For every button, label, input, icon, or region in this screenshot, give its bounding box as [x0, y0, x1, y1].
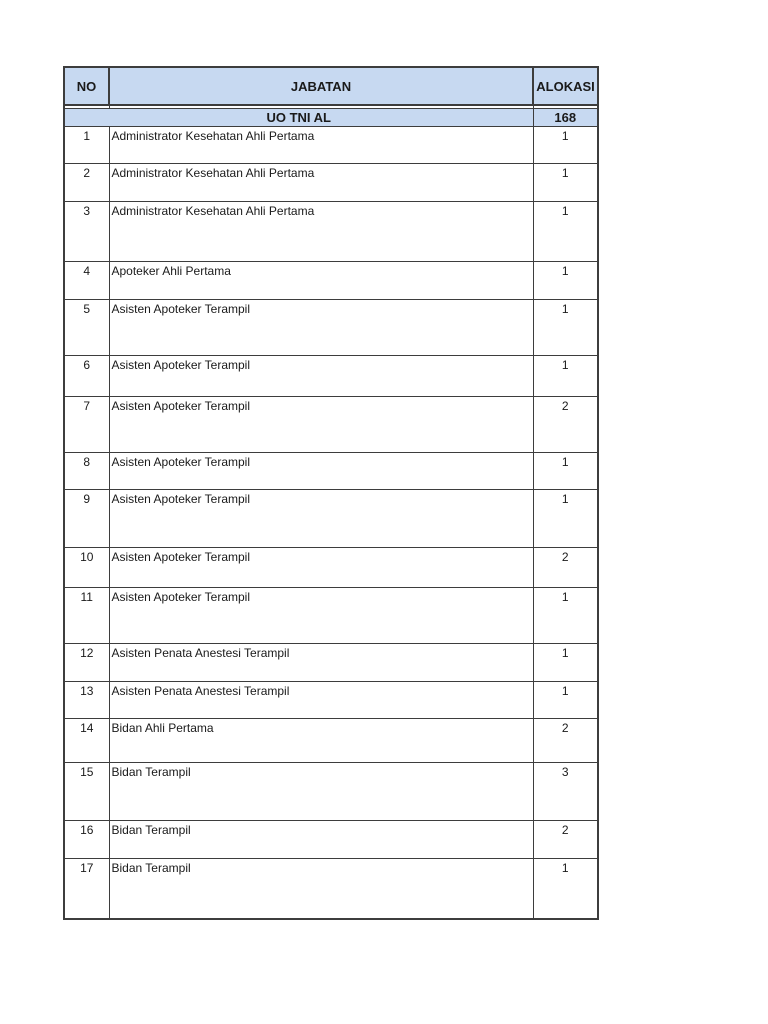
- alokasi-cell: 2: [533, 396, 598, 452]
- row-number-cell: 6: [64, 355, 109, 396]
- row-number-cell: 15: [64, 762, 109, 820]
- jabatan-cell: Administrator Kesehatan Ahli Pertama: [109, 163, 533, 201]
- allocation-table: [63, 66, 599, 920]
- jabatan-cell: Asisten Apoteker Terampil: [109, 587, 533, 643]
- row-number-cell: 17: [64, 858, 109, 919]
- jabatan-cell: Bidan Terampil: [109, 858, 533, 919]
- table-row: [64, 643, 598, 681]
- alokasi-cell: 1: [533, 643, 598, 681]
- alokasi-cell: 2: [533, 547, 598, 587]
- row-number-cell: 3: [64, 201, 109, 261]
- table-row: [64, 396, 598, 452]
- row-number-cell: 13: [64, 681, 109, 718]
- row-number-cell: 7: [64, 396, 109, 452]
- table-row: [64, 587, 598, 643]
- jabatan-cell: Asisten Penata Anestesi Terampil: [109, 643, 533, 681]
- table-header-row: [64, 67, 598, 105]
- alokasi-cell: 1: [533, 163, 598, 201]
- alokasi-cell: 1: [533, 858, 598, 919]
- table-row: [64, 681, 598, 718]
- row-number-cell: 10: [64, 547, 109, 587]
- row-number-cell: 4: [64, 261, 109, 299]
- alokasi-cell: 3: [533, 762, 598, 820]
- table-row: [64, 820, 598, 858]
- jabatan-cell: Asisten Apoteker Terampil: [109, 489, 533, 547]
- table-row: [64, 261, 598, 299]
- row-number-cell: 1: [64, 126, 109, 163]
- alokasi-cell: 2: [533, 820, 598, 858]
- alokasi-cell: 1: [533, 587, 598, 643]
- jabatan-cell: Bidan Terampil: [109, 820, 533, 858]
- alokasi-cell: 1: [533, 452, 598, 489]
- table-row: [64, 126, 598, 163]
- row-number-cell: 8: [64, 452, 109, 489]
- column-header-no: NO: [64, 67, 109, 105]
- table-row: [64, 762, 598, 820]
- table-row: [64, 201, 598, 261]
- jabatan-cell: Asisten Apoteker Terampil: [109, 355, 533, 396]
- jabatan-cell: Administrator Kesehatan Ahli Pertama: [109, 201, 533, 261]
- jabatan-cell: Bidan Terampil: [109, 762, 533, 820]
- jabatan-cell: Asisten Apoteker Terampil: [109, 547, 533, 587]
- column-header-jabatan: JABATAN: [109, 67, 533, 105]
- table-row: [64, 163, 598, 201]
- row-number-cell: 16: [64, 820, 109, 858]
- group-header-row: [64, 108, 598, 126]
- alokasi-cell: 1: [533, 489, 598, 547]
- alokasi-cell: 1: [533, 261, 598, 299]
- jabatan-cell: Asisten Apoteker Terampil: [109, 299, 533, 355]
- alokasi-cell: 1: [533, 681, 598, 718]
- alokasi-cell: 1: [533, 355, 598, 396]
- column-header-alokasi: ALOKASI: [533, 67, 598, 105]
- row-number-cell: 9: [64, 489, 109, 547]
- alokasi-cell: 2: [533, 718, 598, 762]
- row-number-cell: 14: [64, 718, 109, 762]
- table-row: [64, 299, 598, 355]
- jabatan-cell: Administrator Kesehatan Ahli Pertama: [109, 126, 533, 163]
- row-number-cell: 2: [64, 163, 109, 201]
- group-header-label: UO TNI AL: [64, 108, 533, 126]
- alokasi-cell: 1: [533, 126, 598, 163]
- table-row: [64, 547, 598, 587]
- table-body: [64, 126, 598, 919]
- table-row: [64, 452, 598, 489]
- jabatan-cell: Asisten Apoteker Terampil: [109, 396, 533, 452]
- alokasi-cell: 1: [533, 299, 598, 355]
- group-header-total: 168: [533, 108, 598, 126]
- table-row: [64, 858, 598, 919]
- table-row: [64, 355, 598, 396]
- row-number-cell: 5: [64, 299, 109, 355]
- jabatan-cell: Asisten Apoteker Terampil: [109, 452, 533, 489]
- jabatan-cell: Apoteker Ahli Pertama: [109, 261, 533, 299]
- table-row: [64, 718, 598, 762]
- jabatan-cell: Asisten Penata Anestesi Terampil: [109, 681, 533, 718]
- row-number-cell: 12: [64, 643, 109, 681]
- table-row: [64, 489, 598, 547]
- jabatan-cell: Bidan Ahli Pertama: [109, 718, 533, 762]
- row-number-cell: 11: [64, 587, 109, 643]
- alokasi-cell: 1: [533, 201, 598, 261]
